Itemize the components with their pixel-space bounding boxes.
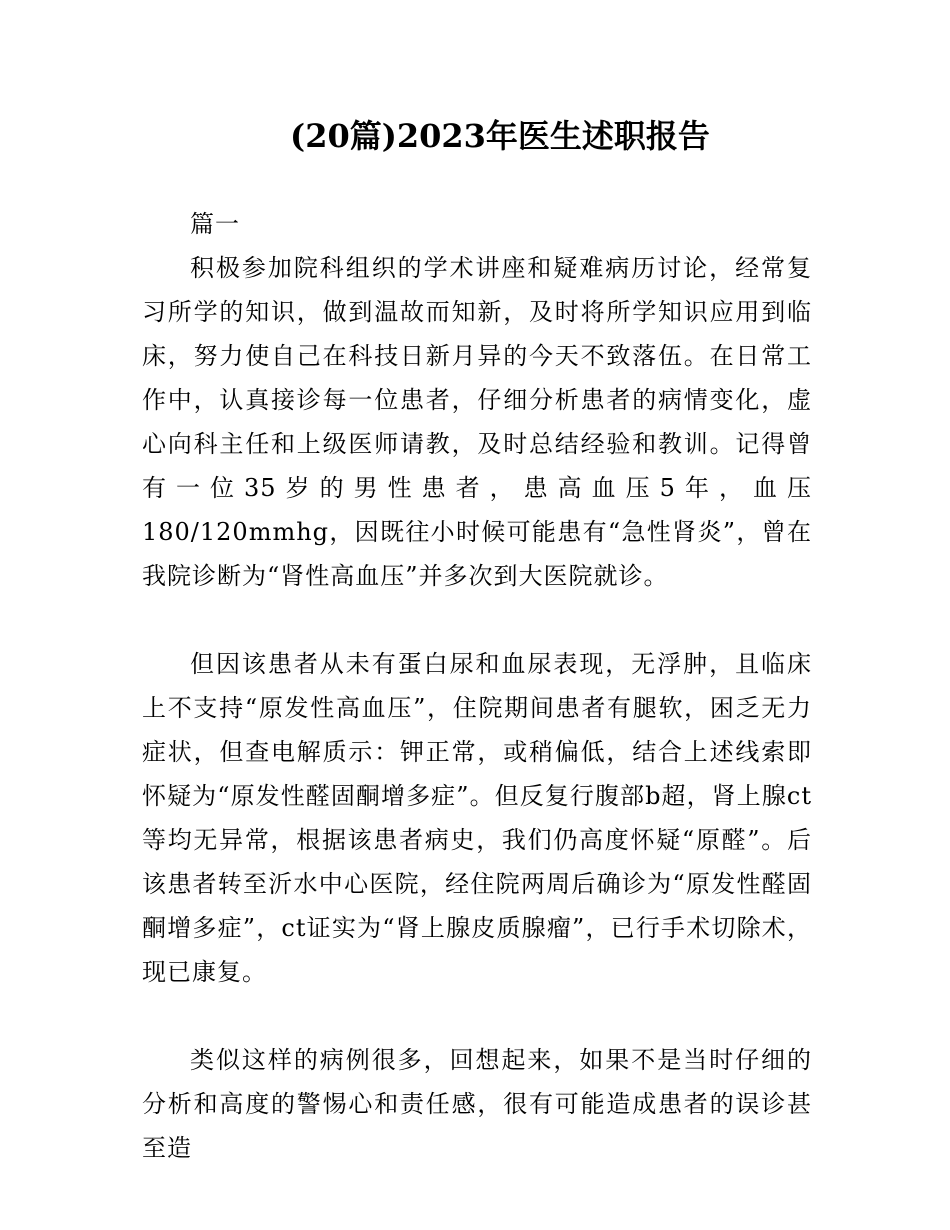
document-body bbox=[142, 202, 812, 1170]
body-paragraph-1: 积极参加院科组织的学术讲座和疑难病历讨论，经常复习所学的知识，做到温故而知新，及时将所学知识应用到临床，努力使自己在科技日新月异的今天不致落伍。在日常工作中，认真接诊每一位患者，仔细分析患者的病情变化，虚心向科主任和上级医师请教，及时总结经验和教训。记得曾有一位35岁的男性患者，患高血压5年，血压180/120mmhg，因既往小时候可能患有“急性肾炎”，曾在我院诊断为“肾性高血压”并多次到大医院就诊。 bbox=[142, 254, 812, 590]
document-title: (20篇)2023年医生述职报告 bbox=[290, 117, 710, 155]
section-label: 篇一 bbox=[190, 210, 240, 238]
body-paragraph-3: 类似这样的病例很多，回想起来，如果不是当时仔细的分析和高度的警惕心和责任感，很有可能造成患者的误诊甚至造 bbox=[142, 1046, 812, 1162]
body-paragraph-2: 但因该患者从未有蛋白尿和血尿表现，无浮肿，且临床上不支持“原发性高血压”，住院期间患者有腿软，困乏无力症状，但查电解质示：钾正常，或稍偏低，结合上述线索即怀疑为“原发性醛固酮增多症”。但反复行腹部b超，肾上腺ct等均无异常，根据该患者病史，我们仍高度怀疑“原醛”。后该患者转至沂水中心医院，经住院两周后确诊为“原发性醛固酮增多症”，ct证实为“肾上腺皮质腺瘤”，已行手术切除术，现已康复。 bbox=[142, 650, 812, 986]
